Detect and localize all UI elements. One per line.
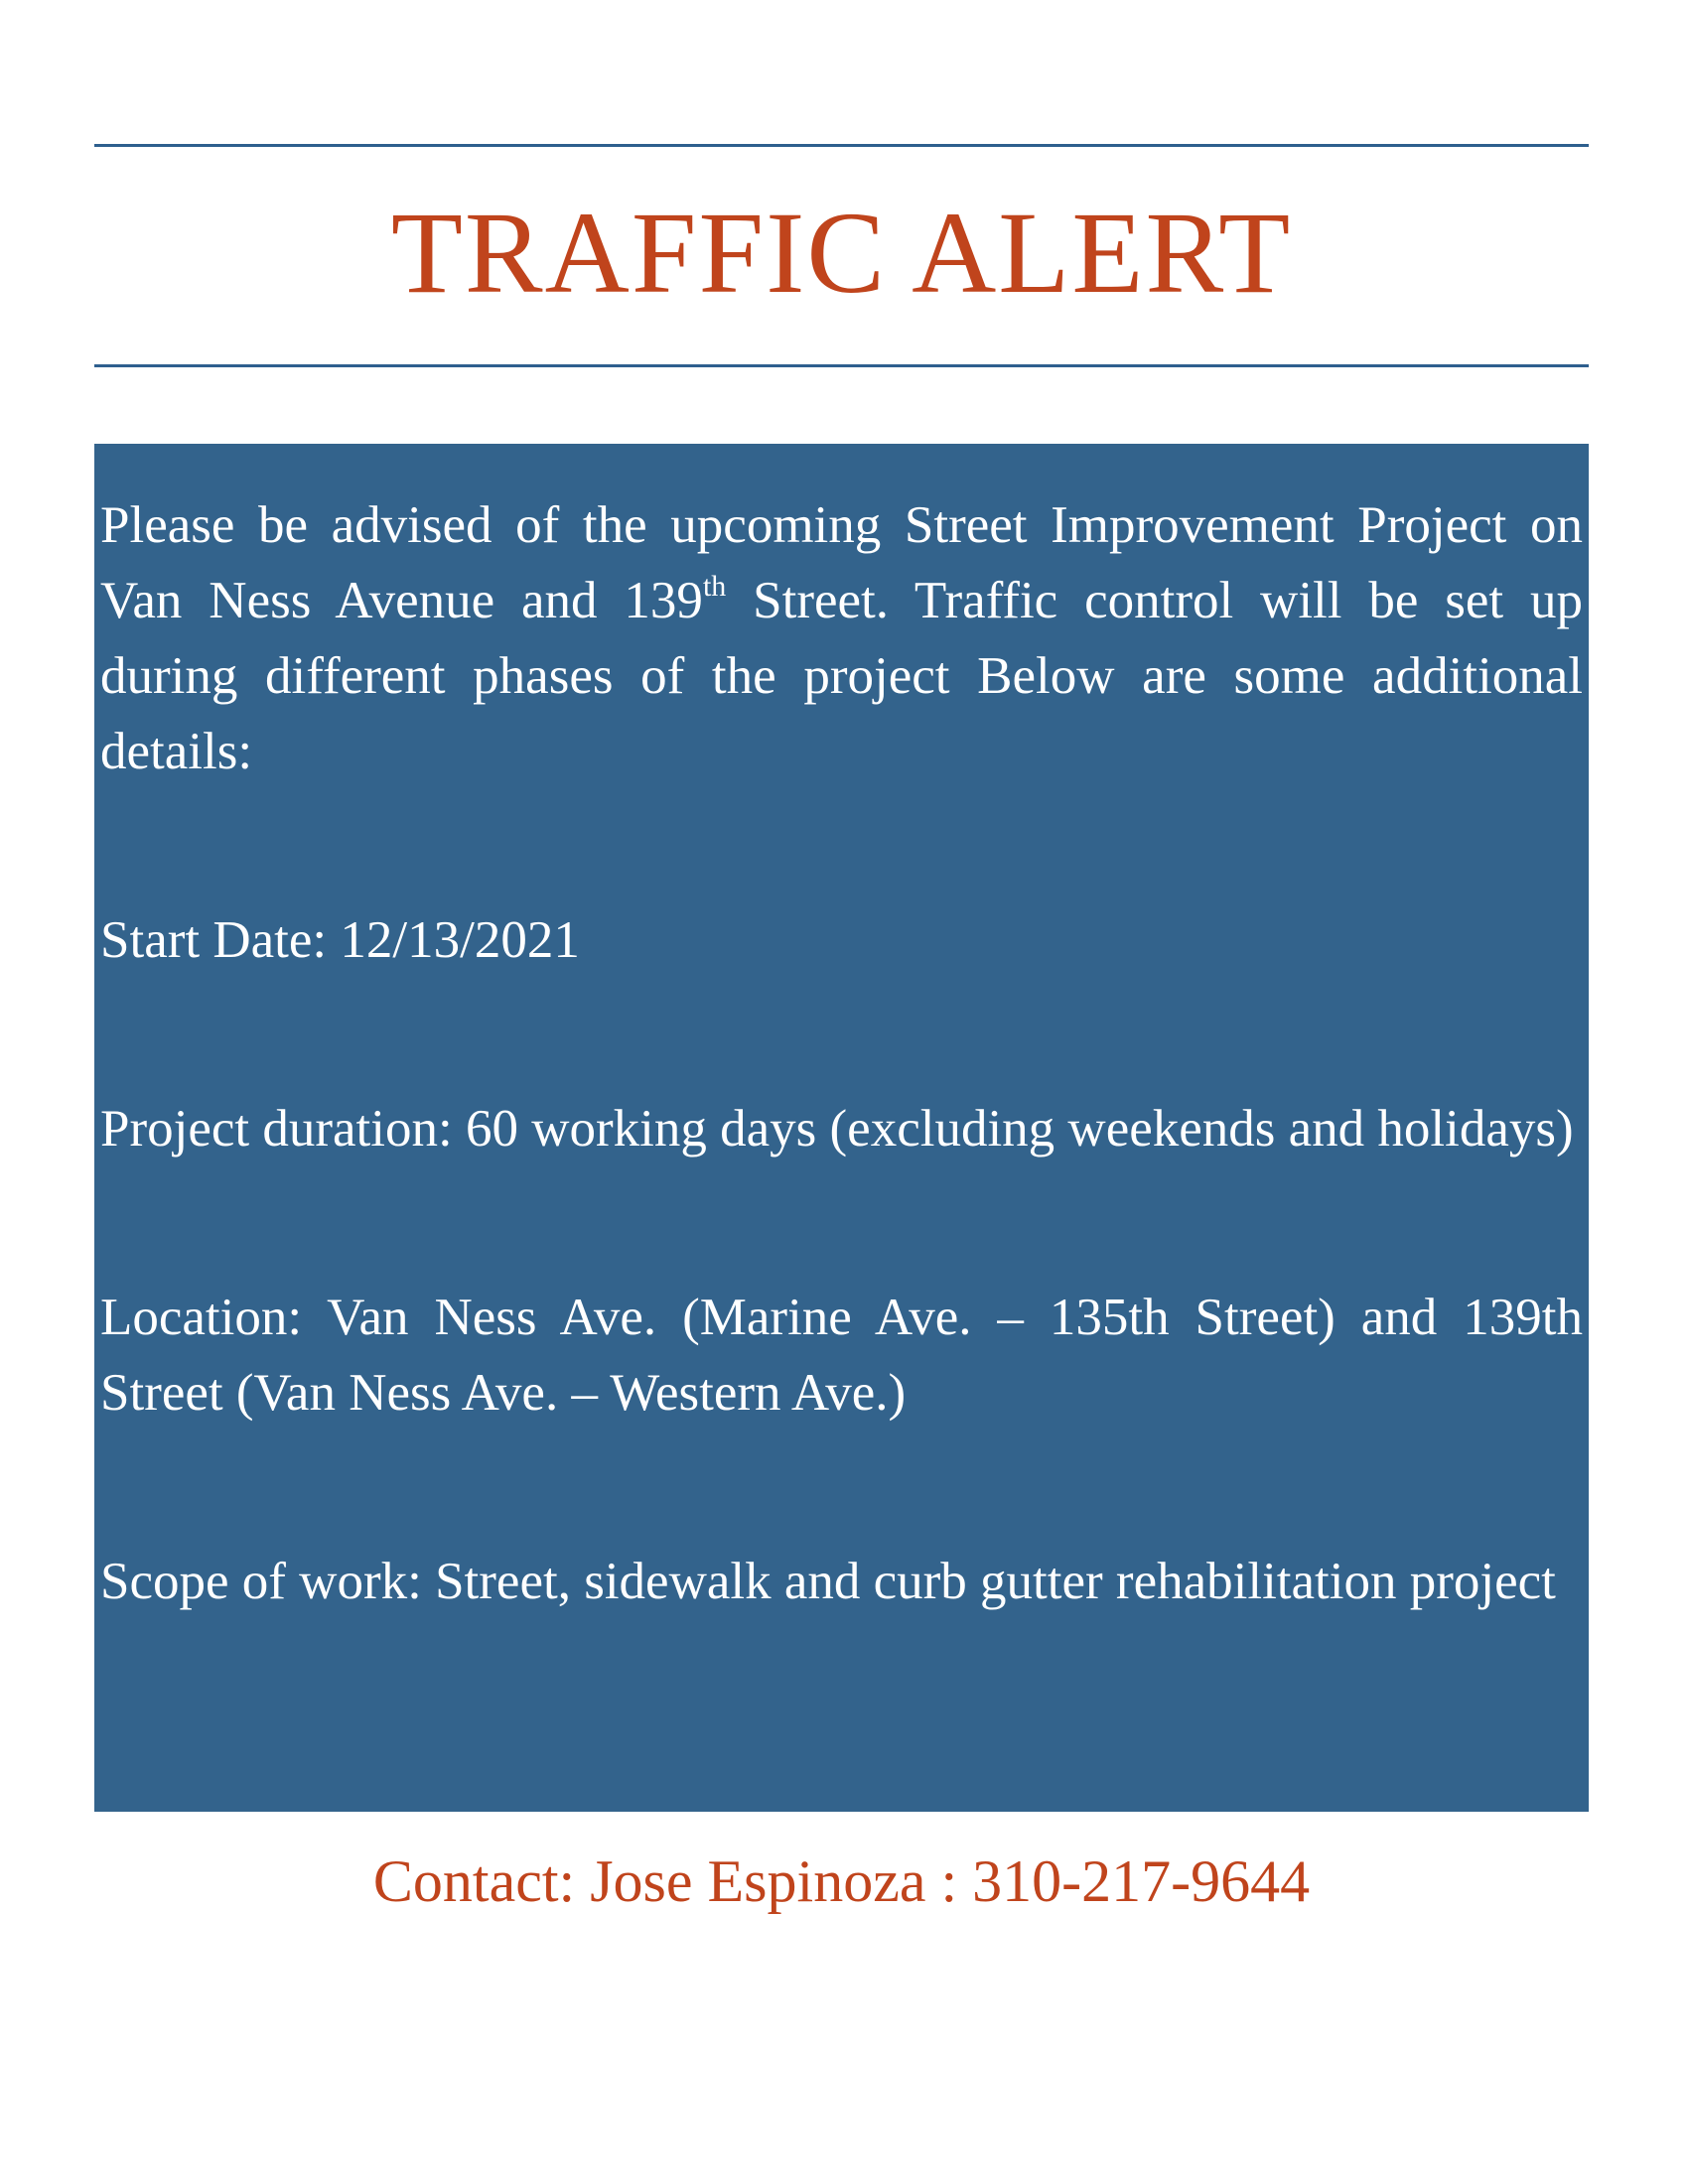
intro-paragraph bbox=[100, 487, 1583, 789]
intro-text-continued: Street. Traffic control will be set up during different phases of the project Below are some additional details: bbox=[100, 572, 1583, 780]
scope-of-work: Scope of work: Street, sidewalk and curb gutter rehabilitation project bbox=[100, 1553, 1556, 1610]
ordinal-suffix: th bbox=[702, 570, 727, 603]
bottom-divider bbox=[94, 364, 1589, 367]
page-title: TRAFFIC ALERT bbox=[390, 188, 1293, 318]
intro-text: Please be advised of the upcoming Street Improvement Project on Van Ness Avenue and 139 bbox=[100, 496, 1583, 629]
top-divider bbox=[94, 144, 1589, 147]
project-duration: Project duration: 60 working days (excluding weekends and holidays) bbox=[100, 1100, 1574, 1158]
start-date: Start Date: 12/13/2021 bbox=[100, 911, 580, 969]
contact-info: Contact: Jose Espinoza : 310-217-9644 bbox=[372, 1848, 1311, 1914]
project-location: Location: Van Ness Ave. (Marine Ave. – 135th Street) and 139th Street (Van Ness Ave. – Western Ave.) bbox=[100, 1289, 1583, 1422]
notice-panel bbox=[94, 444, 1589, 1812]
